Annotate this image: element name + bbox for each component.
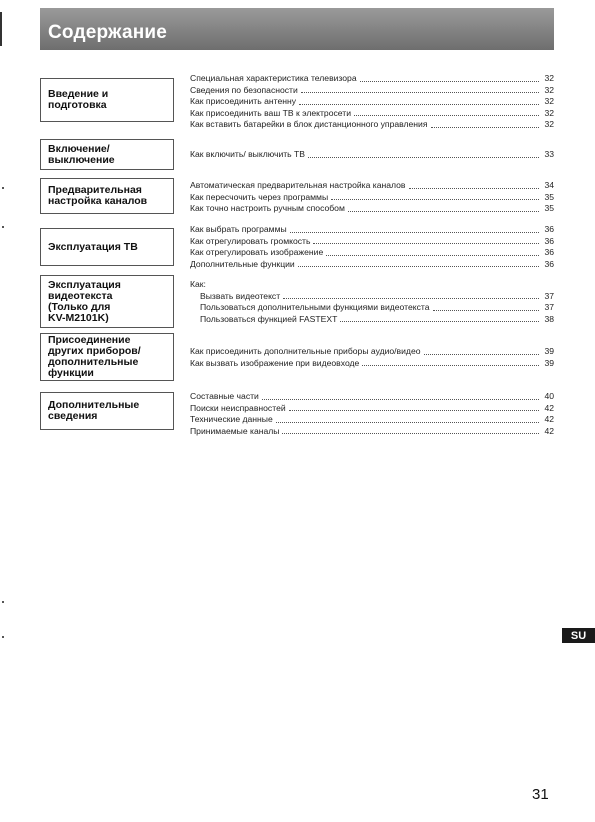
toc-entry-page: 42 (544, 414, 554, 424)
toc-entry-title: Как отрегулировать изображение (190, 247, 324, 257)
toc-entry[interactable] (190, 108, 554, 120)
toc-entry[interactable] (190, 73, 554, 85)
toc-entry-page: 42 (544, 402, 554, 413)
language-badge: SU (562, 628, 595, 643)
toc-entry[interactable] (190, 85, 554, 97)
leader-dots (431, 127, 540, 128)
section-entries-teletext (190, 279, 554, 325)
section-label-tv-operation[interactable]: Эксплуатация ТВ (40, 228, 174, 266)
toc-entry-title: Сведения по безопасности (190, 84, 298, 95)
toc-entry-page: 42 (544, 425, 554, 436)
section-entries-connections (190, 346, 554, 369)
toc-entry-title: Поиски неисправностей (190, 402, 286, 413)
section-entries-power (190, 149, 554, 161)
section-label-connections[interactable]: Присоединение других приборов/ дополнительные функции (40, 333, 174, 381)
leader-dots (424, 354, 540, 355)
toc-entry-page: 36 (544, 258, 554, 269)
toc-entry[interactable] (190, 192, 554, 204)
toc-entry-title: Как присоединить дополнительные приборы аудио/видео (190, 346, 421, 356)
toc-entry-page: 39 (544, 357, 554, 368)
toc-entry-page: 36 (544, 247, 554, 257)
leader-dots (289, 410, 539, 411)
edge-mark (2, 187, 4, 189)
toc-entry-title: Пользоваться функцией FASTEXT (200, 313, 338, 324)
toc-entry-title: Как включить/ выключить ТВ (190, 149, 306, 159)
toc-entry[interactable] (190, 403, 554, 415)
toc-entry[interactable] (190, 236, 554, 248)
header-bar (40, 8, 554, 50)
section-label-introduction[interactable]: Введение и подготовка (40, 78, 174, 122)
section-entries-introduction (190, 73, 554, 131)
toc-entry-page: 35 (544, 203, 554, 213)
leader-dots (331, 199, 539, 200)
toc-entry-title: Составные части (190, 391, 259, 401)
toc-intro-text: Как: (190, 279, 206, 289)
toc-entry[interactable] (190, 426, 554, 438)
toc-entry[interactable] (190, 224, 554, 236)
toc-entry-page: 33 (544, 149, 554, 159)
toc-entry-page: 38 (544, 313, 554, 324)
toc-entry-page: 32 (544, 96, 554, 106)
edge-mark (2, 601, 4, 603)
toc-entry[interactable] (190, 259, 554, 271)
leader-dots (301, 92, 539, 93)
leader-dots (276, 422, 539, 423)
leader-dots (348, 211, 539, 212)
toc-entry[interactable] (190, 203, 554, 215)
leader-dots (299, 104, 539, 105)
toc-entry-page: 32 (544, 107, 554, 118)
toc-entry[interactable] (190, 291, 554, 303)
toc-entry-title: Вызвать видеотекст (200, 290, 281, 301)
toc-entry-title: Принимаемые каналы (190, 425, 280, 436)
toc-entry-title: Дополнительные функции (190, 258, 295, 269)
leader-dots (290, 232, 539, 233)
toc-entry[interactable] (190, 414, 554, 426)
toc-entry[interactable] (190, 358, 554, 370)
section-entries-channel-preset (190, 180, 554, 215)
page-title: Содержание (48, 22, 168, 43)
leader-dots (433, 310, 539, 311)
leader-dots (326, 255, 539, 256)
section-label-channel-preset[interactable]: Предварительная настройка каналов (40, 178, 174, 214)
section-label-additional-info[interactable]: Дополнительные сведения (40, 392, 174, 430)
leader-dots (282, 433, 539, 434)
toc-entry-title: Как вставить батарейки в блок дистанционного управления (190, 119, 428, 129)
toc-entry-page: 37 (544, 302, 554, 312)
toc-entry-page: 32 (544, 73, 554, 83)
toc-entry-page: 35 (544, 191, 554, 202)
toc-entry[interactable] (190, 314, 554, 326)
section-entries-tv-operation (190, 224, 554, 270)
toc-entry-title: Как вызвать изображение при видеовходе (190, 357, 360, 368)
toc-entry-title: Специальная характеристика телевизора (190, 73, 357, 83)
toc-entry-title: Как выбрать программы (190, 224, 287, 234)
section-entries-additional-info (190, 391, 554, 437)
toc-entry-page: 39 (544, 346, 554, 356)
toc-entry[interactable] (190, 180, 554, 192)
leader-dots (262, 399, 539, 400)
leader-dots (354, 115, 539, 116)
page-number: 31 (532, 786, 549, 803)
toc-entry-title: Как пересчочить через программы (190, 191, 329, 202)
toc-entry[interactable] (190, 149, 554, 161)
binder-mark (0, 12, 2, 46)
leader-dots (340, 321, 539, 322)
edge-mark (2, 226, 4, 228)
leader-dots (409, 188, 540, 189)
toc-entry-title: Как точно настроить ручным способом (190, 203, 345, 213)
toc-entry-title: Как присоединить антенну (190, 96, 297, 106)
toc-entry-page: 34 (544, 180, 554, 190)
toc-entry[interactable] (190, 302, 554, 314)
toc-entry-title: Как отрегулировать громкость (190, 235, 311, 246)
toc-entry-title: Автоматическая предварительная настройка каналов (190, 180, 406, 190)
toc-entry[interactable] (190, 119, 554, 131)
toc-entry-title: Технические данные (190, 414, 273, 424)
toc-entry-page: 36 (544, 224, 554, 234)
leader-dots (308, 157, 539, 158)
toc-entry[interactable] (190, 247, 554, 259)
edge-mark (2, 636, 4, 638)
toc-entry-page: 32 (544, 84, 554, 95)
toc-entry-page: 37 (544, 290, 554, 301)
toc-entry[interactable] (190, 346, 554, 358)
leader-dots (360, 81, 539, 82)
leader-dots (283, 298, 539, 299)
toc-entry-page: 36 (544, 235, 554, 246)
leader-dots (362, 365, 539, 366)
toc-entry-title: Как присоединить ваш ТВ к электросети (190, 107, 352, 118)
toc-entry-page: 40 (544, 391, 554, 401)
toc-entry[interactable] (190, 391, 554, 403)
toc-intro (190, 279, 554, 291)
section-label-power[interactable]: Включение/ выключение (40, 139, 174, 170)
leader-dots (298, 266, 539, 267)
leader-dots (313, 243, 539, 244)
toc-entry[interactable] (190, 96, 554, 108)
toc-entry-page: 32 (544, 119, 554, 129)
section-label-teletext[interactable]: Эксплуатация видеотекста (Только для KV-M2101K) (40, 275, 174, 328)
toc-entry-title: Пользоваться дополнительными функциями видеотекста (200, 302, 430, 312)
